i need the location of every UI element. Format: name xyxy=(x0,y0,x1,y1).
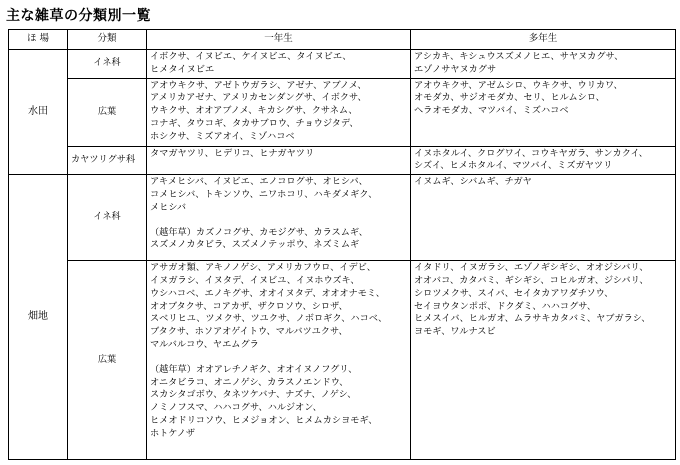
text-line: メヒシバ xyxy=(150,201,187,213)
upland-grass-annual-winter xyxy=(150,227,407,253)
text-line: マルバルコウ、ヤエムグラ xyxy=(150,338,259,350)
paddy-grass-perennial xyxy=(411,50,676,79)
header-row xyxy=(9,30,676,50)
text-line: オオバコ、カタバミ、ギシギシ、コヒルガオ、ジシバリ、 xyxy=(414,274,649,286)
text-line: ヒメタイヌビエ xyxy=(150,63,215,75)
paddy-broadleaf-perennial xyxy=(411,78,676,146)
weed-classification-table xyxy=(8,29,676,460)
text-line: （越年草）カズノコグサ、カモジグサ、カラスムギ、 xyxy=(150,226,368,238)
category-upland-grass: イネ科 xyxy=(68,175,147,261)
text-line: シズイ、ヒメホタルイ、マツバイ、ミズガヤツリ xyxy=(414,160,613,172)
category-paddy-broadleaf: 広葉 xyxy=(68,78,147,146)
text-line: ノミノフスマ、ハハコグサ、ハルジオン、 xyxy=(150,402,322,414)
field-paddy: 水田 xyxy=(9,50,68,175)
text-line: ウシハコベ、エノキグサ、オオイヌタデ、オオオナモミ、 xyxy=(150,287,385,299)
paddy-sedge-perennial xyxy=(411,146,676,175)
text-line: アサガオ類、アキノノゲシ、アメリカフウロ、イデビ、 xyxy=(150,262,376,274)
paddy-broadleaf-annual xyxy=(147,78,411,146)
table-row-paddy-sedge xyxy=(9,146,676,175)
text-line: ヒメオドリコソウ、ヒメジョオン、ヒメムカシヨモギ、 xyxy=(150,414,378,426)
paddy-sedge-annual xyxy=(147,146,411,175)
text-line: イヌムギ、シバムギ、チガヤ xyxy=(414,176,532,188)
table-row-paddy-broadleaf xyxy=(9,78,676,146)
paddy-grass-annual xyxy=(147,50,411,79)
upland-grass-perennial xyxy=(411,175,676,261)
header-perennial: 多年生 xyxy=(411,30,676,50)
text-line: セイヨウタンポポ、ドクダミ、ハハコグサ、 xyxy=(414,300,597,312)
text-line: イタドリ、イヌガラシ、エゾノギシギシ、オオジシバリ、 xyxy=(414,262,649,274)
text-line: コメヒシバ、トキンソウ、ニワホコリ、ハキダメギク、 xyxy=(150,188,378,200)
text-line: ホトケノザ xyxy=(150,427,196,439)
page-title: 主な雑草の分類別一覧 xyxy=(6,8,151,24)
text-line: ヘラオモダカ、マツバイ、ミズハコベ xyxy=(414,105,569,117)
upland-broadleaf-annual-summer xyxy=(150,262,407,352)
table-row-upland-broadleaf xyxy=(9,261,676,460)
table-row-upland-grass xyxy=(9,175,676,261)
text-line: アオウキクサ、アゼムシロ、ウキクサ、ウリカワ、 xyxy=(414,79,623,91)
upland-broadleaf-annual xyxy=(147,261,411,460)
header-annual: 一年生 xyxy=(147,30,411,50)
text-line: エゾノサヤヌカグサ xyxy=(414,63,497,75)
text-line: イヌガラシ、イヌタデ、イヌビユ、イヌホウズキ、 xyxy=(150,274,360,286)
upland-grass-annual xyxy=(147,175,411,261)
text-line: アシカキ、キシュウスズメノヒエ、サヤヌカグサ、 xyxy=(414,51,624,62)
text-line: スズメノカタビラ、スズメノテッポウ、ネズミムギ xyxy=(150,239,360,251)
text-line: コナギ、タウコギ、タカサブロウ、チョウジタデ、 xyxy=(150,117,359,129)
text-line: （越年草）オオアレチノギク、オオイヌノフグリ、 xyxy=(150,363,358,375)
category-paddy-sedge: カヤツリグサ科 xyxy=(68,146,147,175)
text-line: ブタクサ、ホソアオゲイトウ、マルバツユクサ、 xyxy=(150,326,348,338)
text-line: オニタビラコ、オニノゲシ、カラスノエンドウ、 xyxy=(150,376,349,388)
text-line: アキメヒシバ、イヌビエ、エノコログサ、オヒシバ、 xyxy=(150,176,368,188)
text-line: アメリカアゼナ、アメリカセンダングサ、イボクサ、 xyxy=(150,92,367,104)
text-line: イヌホタルイ、クログワイ、コウキヤガラ、サンカクイ、 xyxy=(414,147,648,159)
text-line: ヨモギ、ワルナスビ xyxy=(414,326,496,338)
table-row-paddy-grass xyxy=(9,50,676,79)
text-line: ヒメスイバ、ヒルガオ、ムラサキカタバミ、ヤブガラシ、 xyxy=(414,313,651,325)
text-line: アオウキクサ、アゼトウガラシ、アゼナ、アブノメ、 xyxy=(150,79,367,91)
text-line: スベリヒユ、ツメクサ、ツユクサ、ノボロギク、ハコベ、 xyxy=(150,313,388,325)
upland-broadleaf-annual-winter xyxy=(150,364,407,441)
upland-grass-annual-summer xyxy=(150,176,407,214)
category-upland-broadleaf: 広葉 xyxy=(68,261,147,460)
text-line: ホシクサ、ミズアオイ、ミゾハコベ xyxy=(150,130,295,142)
text-line: オモダカ、サジオモダカ、セリ、ヒルムシロ、 xyxy=(414,92,605,104)
text-line: オオブタクサ、コアカザ、ザクロソウ、シロザ、 xyxy=(150,300,348,312)
header-field: ほ 場 xyxy=(9,30,68,50)
text-line: タマガヤツリ、ヒデリコ、ヒナガヤツリ xyxy=(150,147,315,159)
text-line: スカシタゴボウ、タネツケバナ、ナズナ、ノゲシ、 xyxy=(150,389,357,401)
upland-broadleaf-perennial xyxy=(411,261,676,460)
header-category: 分類 xyxy=(68,30,147,50)
field-upland: 畑地 xyxy=(9,175,68,460)
text-line: シロツメクサ、スイバ、セイタカアワダチソウ、 xyxy=(414,287,614,299)
text-line: ウキクサ、オオアブノメ、キカシグサ、クサネム、 xyxy=(150,105,358,117)
category-paddy-grass: イネ科 xyxy=(68,50,147,79)
text-line: イボクサ、イヌビエ、ケイヌビエ、タイヌビエ、 xyxy=(150,51,352,62)
